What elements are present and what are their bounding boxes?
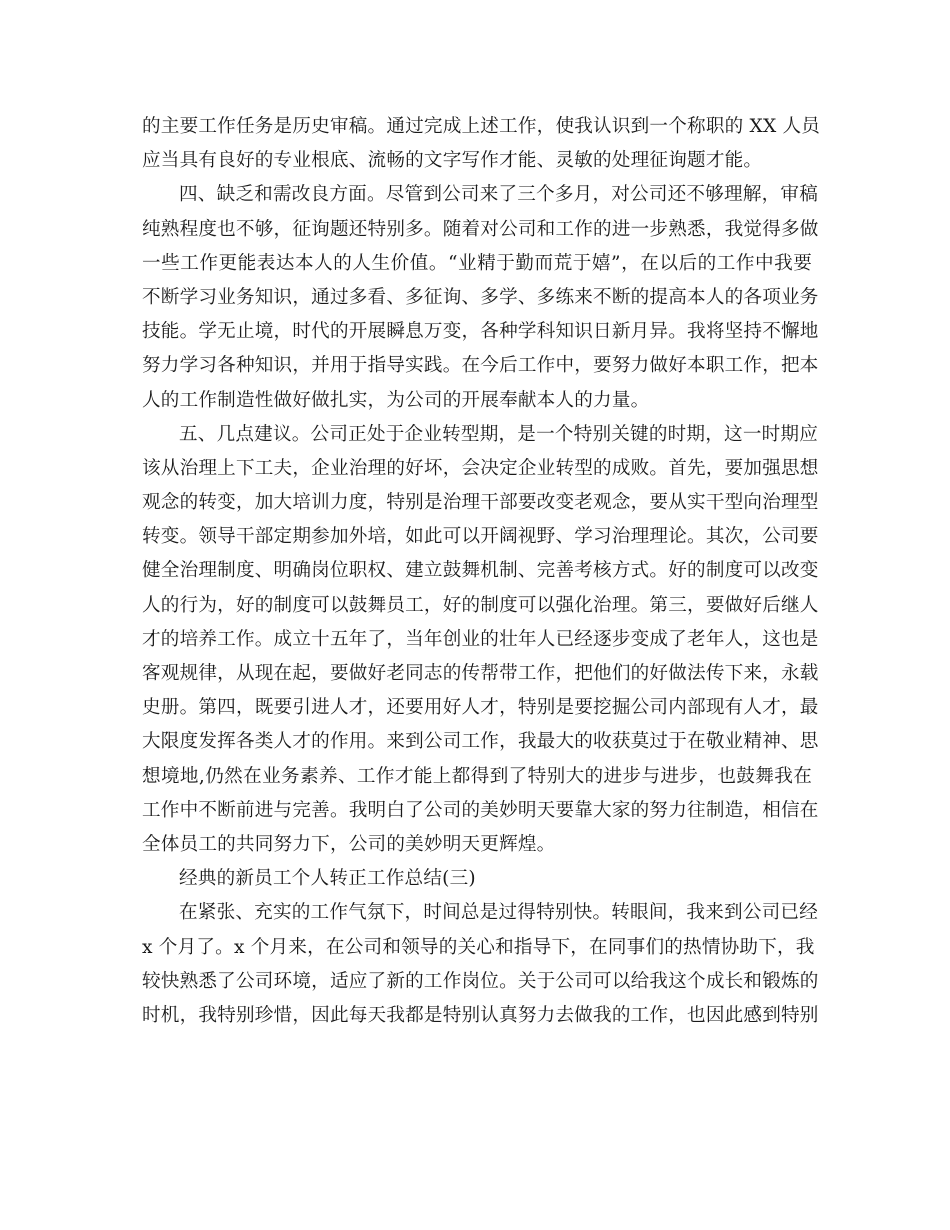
text-line: 才的培养工作。成立十五年了，当年创业的壮年人已经逐步变成了老年人，这也是: [142, 628, 819, 650]
text-line: 客观规律，从现在起，要做好老同志的传帮带工作，把他们的好做法传下来，永载: [142, 663, 819, 684]
text-line: 不断学习业务知识，通过多看、多征询、多学、多练来不断的提高本人的各项业务: [142, 286, 819, 308]
text-line: 该从治理上下工夫，企业治理的好坏，会决定企业转型的成败。首先，要加强思想: [142, 457, 819, 479]
text-line: 工作中不断前进与完善。我明白了公司的美妙明天要靠大家的努力往制造，相信在: [142, 799, 819, 821]
text-line: 史册。第四，既要引进人才，还要用好人才，特别是要挖掘公司内部现有人才，最: [142, 697, 819, 719]
text-line: 时机，我特别珍惜，因此每天我都是特别认真努力去做我的工作，也因此感到特别: [142, 1004, 819, 1026]
text-line: 想境地,仍然在业务素养、工作才能上都得到了特别大的进步与进步，也鼓舞我在: [142, 765, 812, 787]
text-line: 技能。学无止境，时代的开展瞬息万变，各种学科知识日新月异。我将坚持不懈地: [142, 321, 819, 343]
text-line: 转变。领导干部定期参加外培，如此可以开阔视野、学习治理理论。其次，公司要: [142, 526, 819, 548]
text-line: 较快熟悉了公司环境，适应了新的工作岗位。关于公司可以给我这个成长和锻炼的: [142, 970, 819, 992]
text-line: 努力学习各种知识，并用于指导实践。在今后工作中，要努力做好本职工作，把本: [142, 355, 819, 377]
text-line: 应当具有良好的专业根底、流畅的文字写作才能、灵敏的处理征询题才能。: [142, 150, 763, 172]
text-line: 经典的新员工个人转正工作总结(三): [179, 868, 476, 890]
text-line: 纯熟程度也不够，征询题还特别多。随着对公司和工作的进一步熟悉，我觉得多做: [142, 218, 819, 240]
text-line: 人的行为，好的制度可以鼓舞员工，好的制度可以强化治理。第三，要做好后继人: [142, 594, 819, 616]
text-line: 全体员工的共同努力下，公司的美妙明天更辉煌。: [142, 833, 556, 855]
text-line: x 个月了。x 个月来，在公司和领导的关心和指导下，在同事们的热情协助下，我: [142, 936, 815, 958]
text-line: 五、几点建议。公司正处于企业转型期，是一个特别关键的时期，这一时期应: [179, 423, 818, 445]
text-line: 人的工作制造性做好做扎实，为公司的开展奉献本人的力量。: [142, 389, 650, 411]
text-line: 一些工作更能表达本人的人生价值。“业精于勤而荒于嬉”，在以后的工作中我要: [142, 252, 812, 274]
text-line: 健全治理制度、明确岗位职权、建立鼓舞机制、完善考核方式。好的制度可以改变: [142, 560, 819, 582]
text-line: 观念的转变，加大培训力度，特别是治理干部要改变老观念，要从实干型向治理型: [142, 492, 819, 514]
text-line: 在紧张、充实的工作气氛下，时间总是过得特别快。转眼间，我来到公司已经: [179, 902, 818, 924]
text-line: 大限度发挥各类人才的作用。来到公司工作，我最大的收获莫过于在敬业精神、思: [142, 731, 819, 753]
document-body: [142, 110, 821, 1033]
text-line: 的主要工作任务是历史审稿。通过完成上述工作，使我认识到一个称职的 XX 人员: [142, 116, 821, 137]
text-line: 四、缺乏和需改良方面。尽管到公司来了三个多月，对公司还不够理解，审稿: [179, 184, 818, 206]
